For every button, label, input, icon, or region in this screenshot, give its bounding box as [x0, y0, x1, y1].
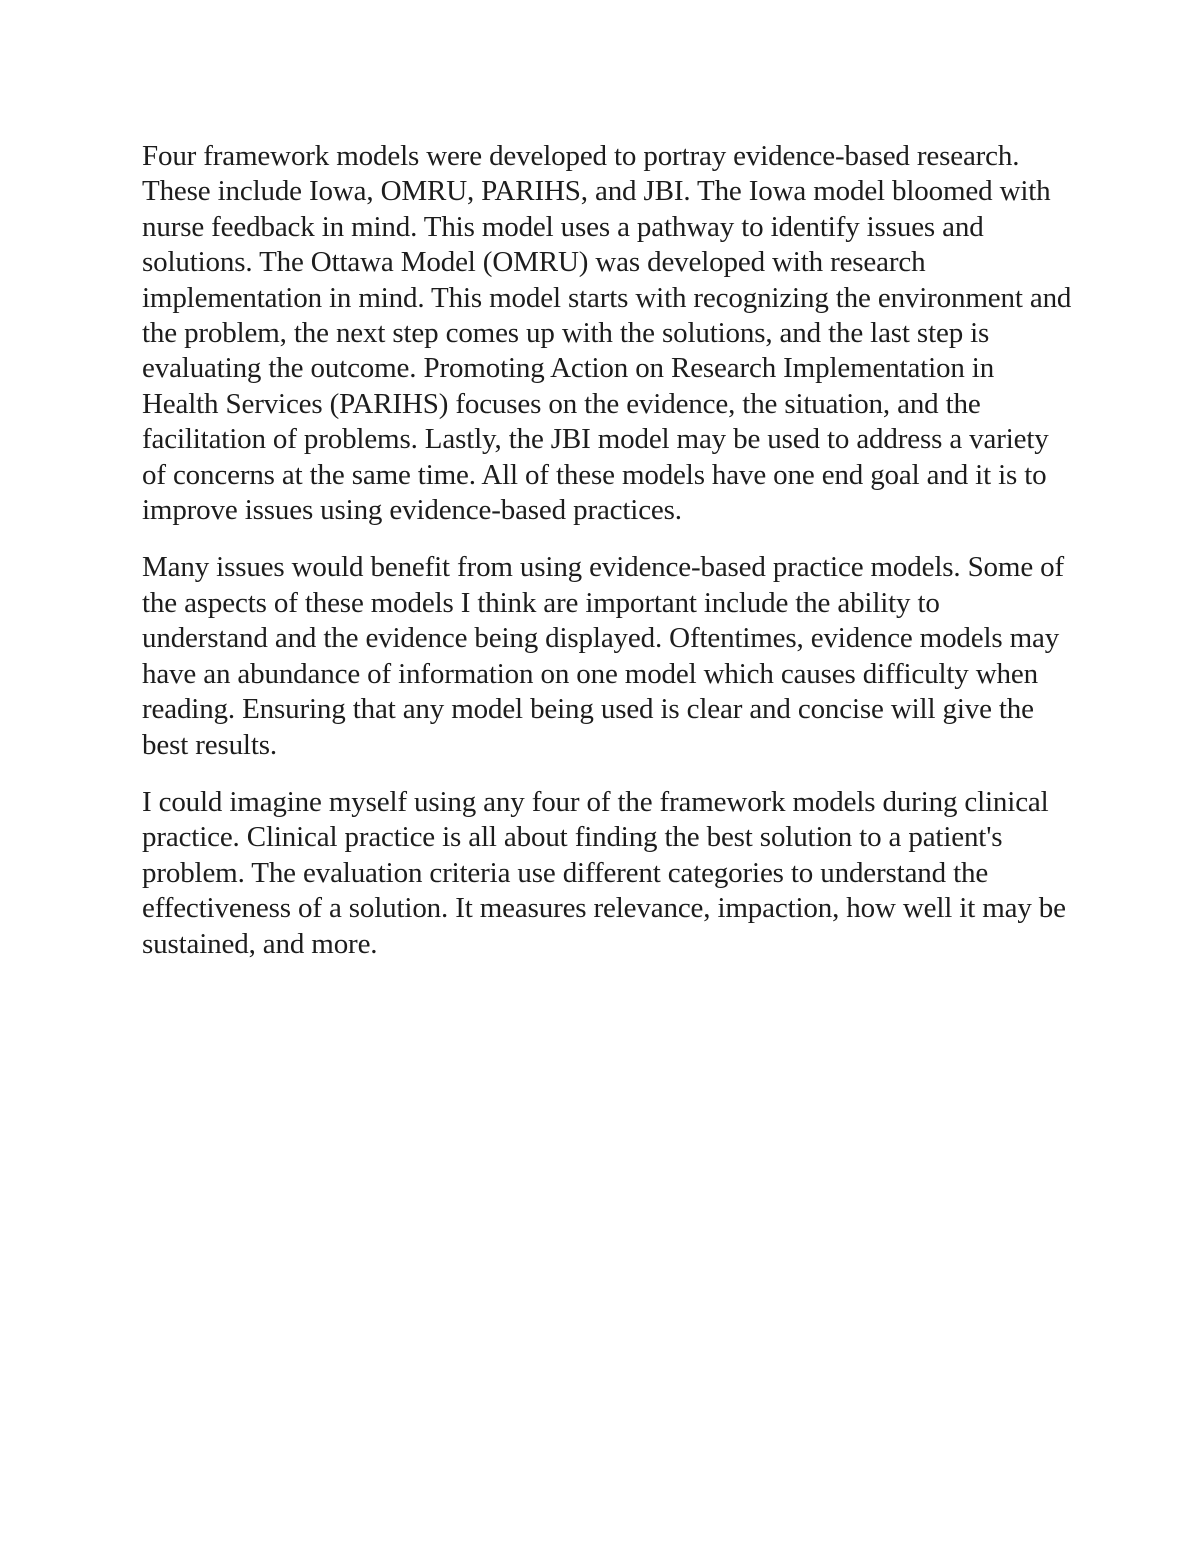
paragraph-clinical-practice: I could imagine myself using any four of the framework models during clinical practice. Clinical practice is all about finding the best solution to a patient's problem. The evaluation criteria use different categories to understand the effectiveness of a solution. It measures relevance, impaction, how well it may be sustained, and more.: [142, 785, 1066, 960]
document-body: [142, 139, 1072, 984]
paragraph-benefits: Many issues would benefit from using evidence-based practice models. Some of the aspects of these models I think are important include the ability to understand and the evidence being displayed. Oftentimes, evidence models may have an abundance of information on one model which causes difficulty when reading. Ensuring that any model being used is clear and concise will give the best results.: [142, 551, 1064, 761]
paragraph-framework-models: Four framework models were developed to portray evidence-based research. These include Iowa, OMRU, PARIHS, and JBI. The Iowa model bloomed with nurse feedback in mind. This model uses a pathway to identify issues and solutions. The Ottawa Model (OMRU) was developed with research implementation in mind. This model starts with recognizing the environment and the problem, the next step comes up with the solutions, and the last step is evaluating the outcome. Promoting Action on Research Implementation in Health Services (PARIHS) focuses on the evidence, the situation, and the facilitation of problems. Lastly, the JBI model may be used to address a variety of concerns at the same time. All of these models have one end goal and it is to improve issues using evidence-based practices.: [142, 140, 1072, 527]
